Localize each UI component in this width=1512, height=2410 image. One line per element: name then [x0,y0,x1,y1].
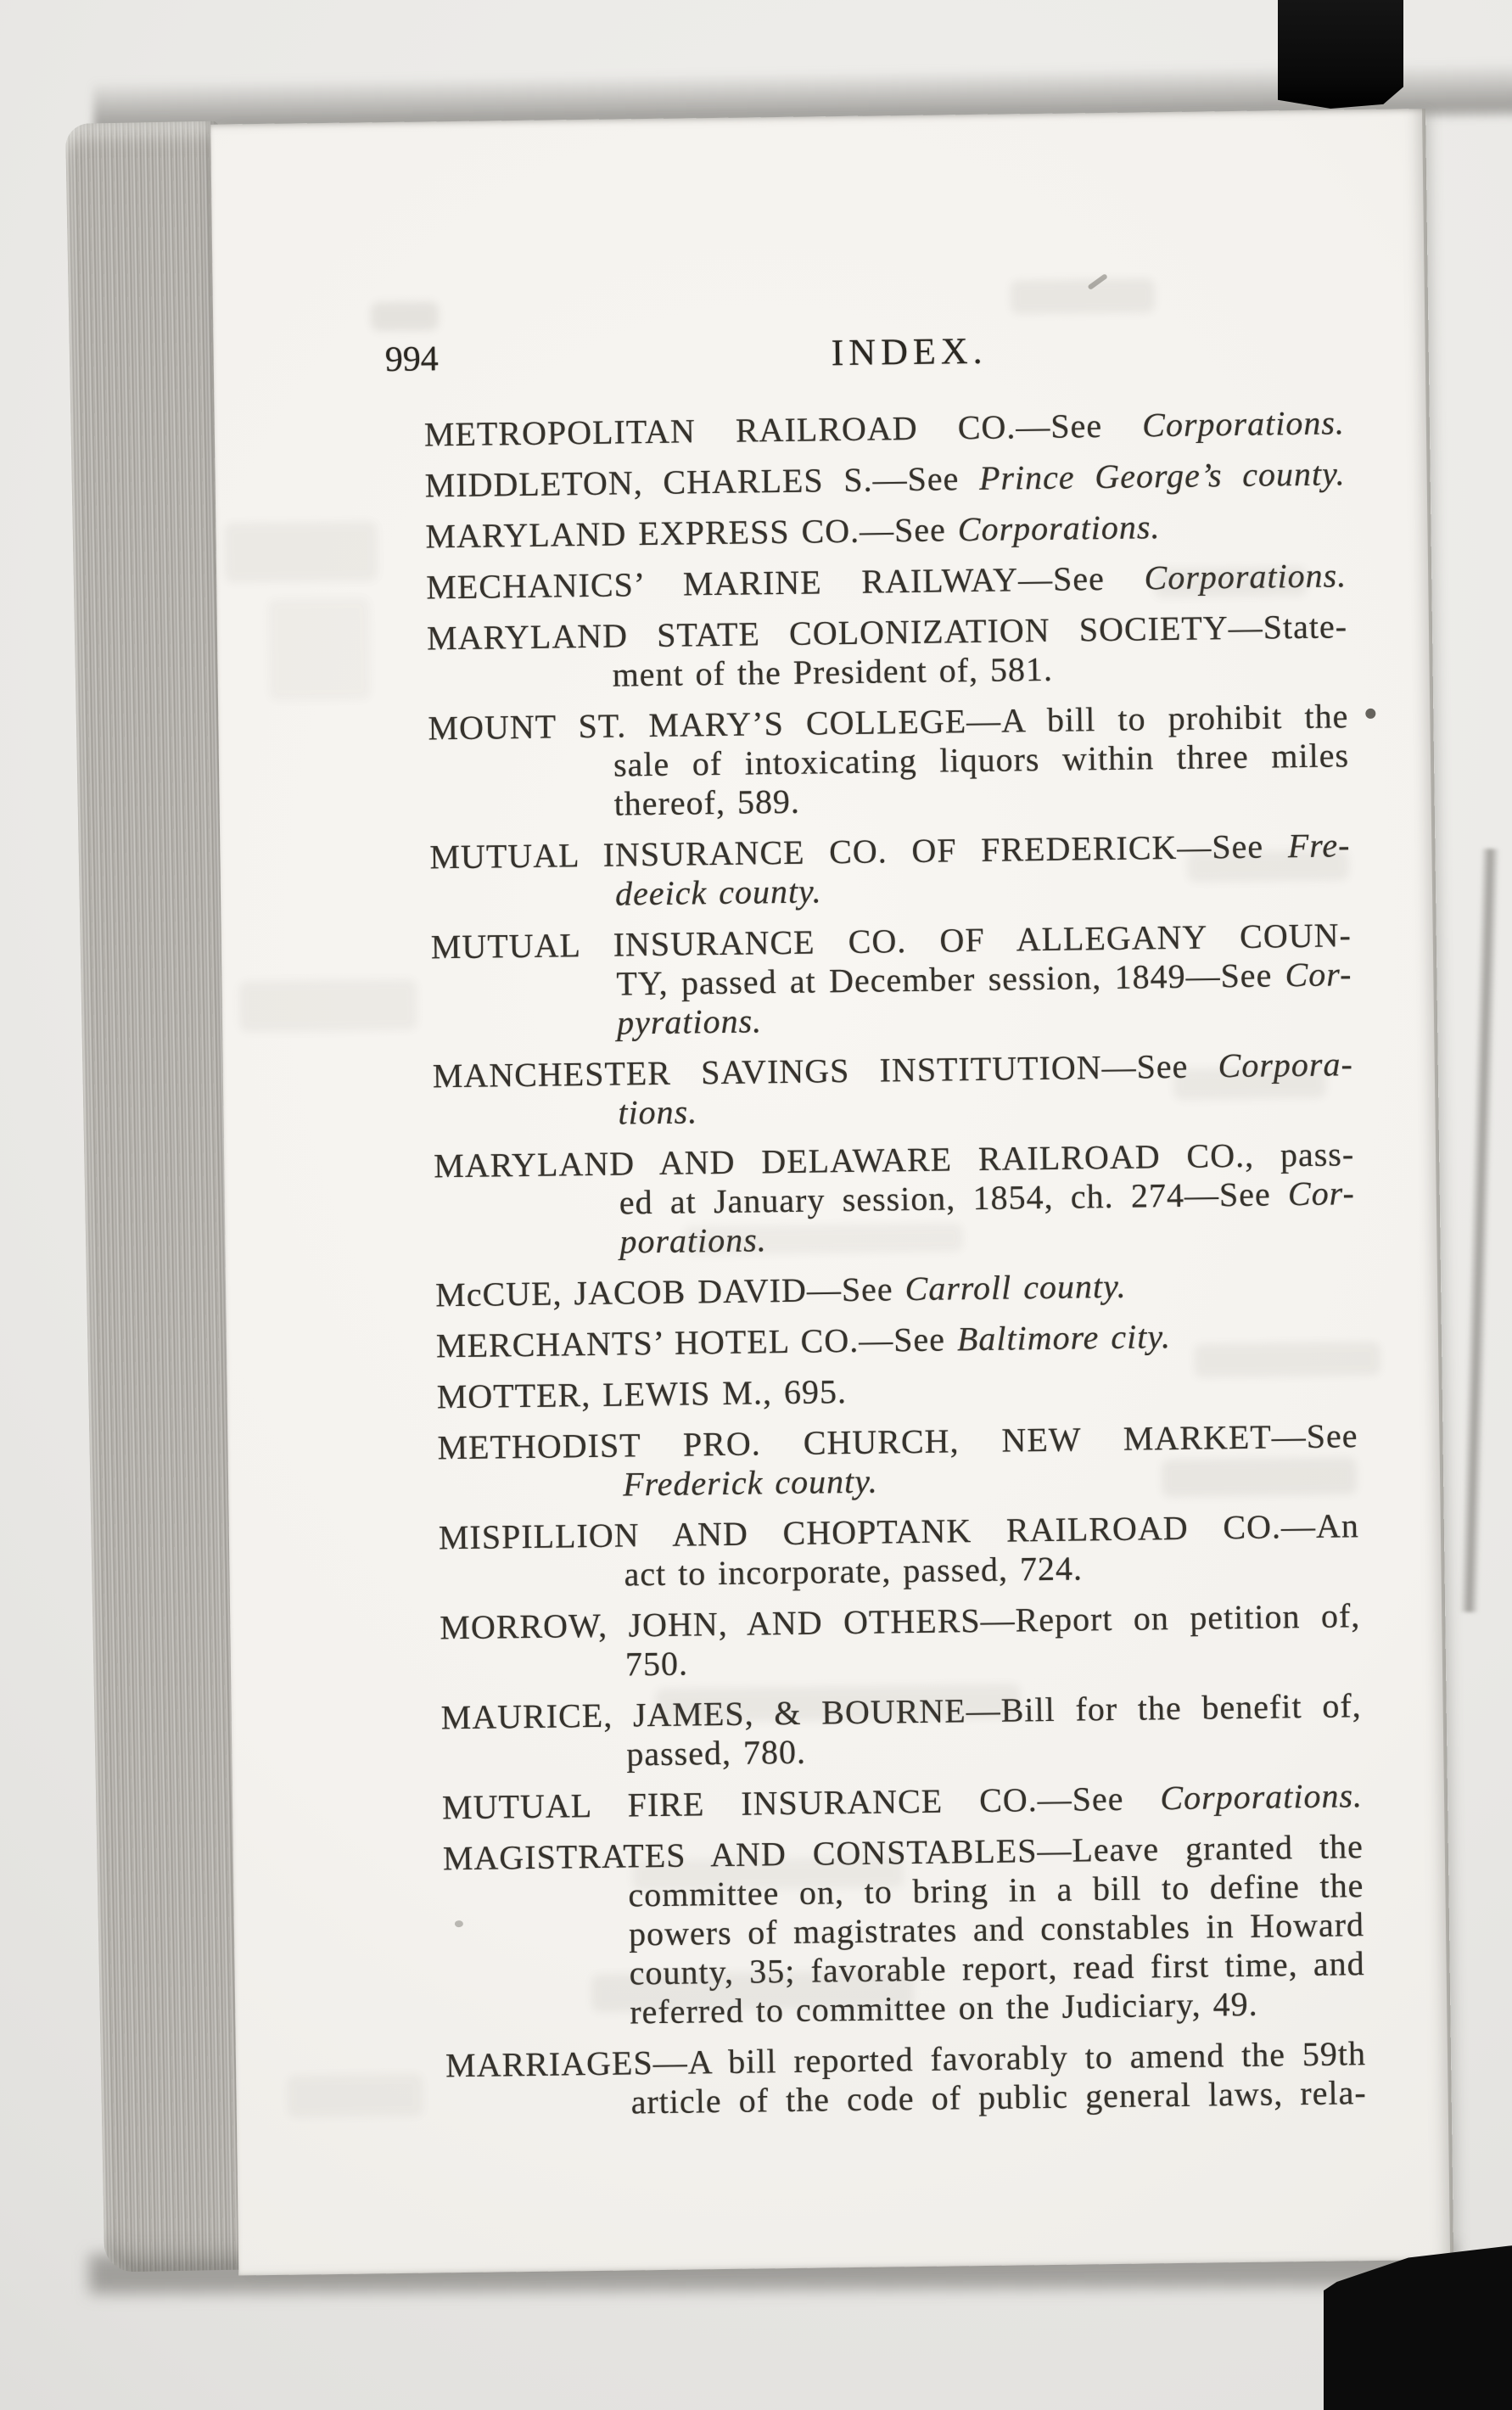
entry-text: 750. [624,1644,689,1684]
entry-text: article of the code of public general laws, rela- [630,2073,1367,2121]
ink-bleed-smudge [1194,1342,1381,1378]
entry-text: MECHANICS’ MARINE RAILWAY—See [425,558,1145,607]
entry-text: thereof, 589. [613,782,801,823]
ink-bleed-smudge [224,521,378,582]
cross-reference-text: Cor- [1287,1174,1356,1213]
cross-reference-text: pyrations. [616,1001,763,1042]
index-entry-line [442,1776,1364,1827]
index-entry-line [435,1264,1357,1314]
spine-tab-mark [1278,0,1403,109]
index-entry [445,2034,1367,2124]
entry-text: MARYLAND EXPRESS CO.—See [425,510,959,556]
ink-bleed-smudge [655,1684,1020,1723]
ink-bleed-smudge [1154,567,1307,597]
index-entry [428,697,1350,826]
entry-text: MARRIAGES—A bill reported favorably to amend the 59th [445,2034,1367,2085]
ink-bleed-smudge [287,2074,423,2118]
index-entry-line [425,505,1347,556]
entry-text: MARYLAND STATE COLONIZATION SOCIETY—State- [426,607,1348,658]
entry-text: MANCHESTER SAVINGS INSTITUTION—See [432,1046,1218,1096]
cross-reference-text: Cor- [1285,955,1352,995]
index-entry [425,505,1347,556]
ink-bleed-smudge [1162,1457,1358,1497]
index-entry-line [424,403,1346,454]
cross-reference-text: Corporations. [1141,403,1346,445]
entry-text: MARYLAND AND DELAWARE RAILROAD CO., pass- [433,1135,1355,1185]
ink-bleed-smudge [683,1223,963,1255]
entry-text: MOUNT ST. MARY’S COLLEGE—A bill to prohibit the [428,697,1349,748]
entry-text: METROPOLITAN RAILROAD CO.—See [423,406,1143,454]
page-number: 994 [384,339,440,380]
page-fore-edge-shadow [1459,849,1499,1612]
entry-text: McCUE, JACOB DAVID—See [434,1269,905,1314]
page-title: INDEX. [831,329,988,374]
entry-text: MUTUAL FIRE INSURANCE CO.—See [441,1779,1161,1827]
entry-text: passed, 780. [626,1732,807,1774]
entry-text: METHODIST PRO. CHURCH, NEW MARKET—See [437,1416,1358,1467]
entry-text: MAGISTRATES AND CONSTABLES—Leave granted the [442,1827,1364,1878]
entry-text: referred to committee on the Judiciary, 49. [629,1984,1258,2032]
ink-speck [1365,709,1375,719]
cross-reference-text: Frederick county. [622,1461,879,1504]
cross-reference-text: porations. [619,1220,768,1261]
index-entry [440,1596,1361,1686]
cross-reference-text: Carroll county. [904,1266,1127,1309]
entry-text: committee on, to bring in a bill to define the [628,1866,1364,1914]
cross-reference-text: Corporations. [1144,556,1347,597]
entry-text: MORROW, JOHN, AND OTHERS—Report on petition of, [440,1596,1361,1647]
cross-reference-text: tions. [618,1092,698,1132]
ink-bleed-smudge [267,597,371,701]
ink-bleed-smudge [632,1857,904,1891]
index-entry [439,1506,1360,1596]
entry-text: county, 35; favorable report, read first time, and [629,1944,1365,1992]
cross-reference-text: Baltimore city. [956,1317,1172,1359]
ink-bleed-smudge [1011,278,1156,314]
cross-reference-text: Corpora- [1218,1045,1354,1085]
index-entry [435,1264,1357,1314]
index-entry [442,1776,1364,1827]
ink-bleed-smudge [371,301,439,331]
entry-text: MAURICE, JAMES, & BOURNE—Bill for the benefit of, [440,1686,1362,1737]
index-entry [424,454,1346,505]
entry-text: powers of magistrates and constables in Howard [628,1905,1365,1953]
entry-text: ed at January session, 1854, ch. 274—See [619,1174,1289,1222]
entry-text: act to incorporate, passed, 724. [624,1549,1084,1594]
ink-bleed-smudge [1173,1068,1326,1100]
entry-text: TY, passed at December session, 1849—See [616,956,1285,1003]
entry-text: MIDDLETON, CHARLES S.—See [424,458,980,505]
entry-text: ment of the President of, 581. [612,649,1054,694]
entry-text: MUTUAL INSURANCE CO. OF ALLEGANY COUN- [430,916,1352,967]
index-entry [427,607,1348,697]
ink-bleed-smudge [591,1970,915,2012]
index-entry [424,403,1346,454]
entry-text: MUTUAL INSURANCE CO. OF FREDERICK—See [429,827,1289,877]
ink-bleed-smudge [1187,849,1348,882]
index-entry-line [424,454,1346,505]
entry-text: MOTTER, LEWIS M., 695. [436,1372,848,1416]
entry-text: MERCHANTS’ HOTEL CO.—See [435,1320,958,1365]
cross-reference-text: Corporations. [957,507,1161,549]
cross-reference-text: deeick county. [614,872,822,913]
entry-text: sale of intoxicating liquors within three miles [613,736,1350,784]
cross-reference-text: Fre- [1287,826,1351,866]
book-page [210,109,1453,2276]
cross-reference-text: Prince George’s county. [978,454,1346,497]
entry-text: MISPILLION AND CHOPTANK RAILROAD CO.—An [438,1506,1360,1557]
cross-reference-text: Corporations. [1160,1776,1364,1818]
ink-bleed-smudge [238,979,417,1033]
index-entry [431,916,1353,1045]
